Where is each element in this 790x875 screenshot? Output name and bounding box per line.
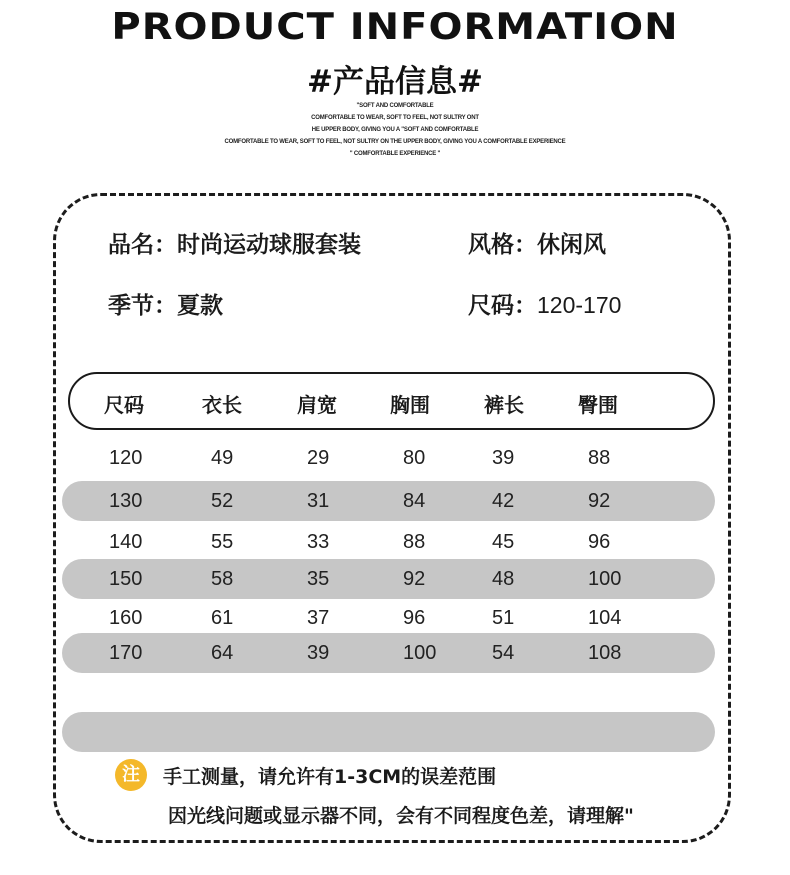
header-length: 衣长 <box>202 393 242 417</box>
table-cell: 55 <box>211 531 234 553</box>
table-cell: 84 <box>403 490 426 512</box>
product-style-value: 休闲风 <box>537 232 606 258</box>
table-cell: 45 <box>492 531 515 553</box>
table-cell: 39 <box>307 642 330 664</box>
table-cell: 96 <box>403 607 426 629</box>
table-cell: 48 <box>492 568 515 590</box>
color-difference-note: 因光线问题或显示器不同，会有不同程度色差，请理解" <box>168 805 634 827</box>
table-cell: 104 <box>588 607 622 629</box>
table-cell: 170 <box>109 642 143 664</box>
product-style <box>468 226 606 259</box>
product-size-label: 尺码： <box>468 293 537 319</box>
table-cell: 120 <box>109 447 143 469</box>
empty-row-bar <box>62 712 715 752</box>
table-cell: 100 <box>403 642 437 664</box>
product-season <box>108 287 223 320</box>
title-chinese: #产品信息# <box>307 64 483 100</box>
table-cell: 92 <box>403 568 426 590</box>
table-cell: 160 <box>109 607 143 629</box>
product-season-label: 季节： <box>108 293 177 319</box>
table-cell: 88 <box>403 531 426 553</box>
table-cell: 35 <box>307 568 330 590</box>
table-cell: 64 <box>211 642 234 664</box>
header-size: 尺码 <box>104 393 144 417</box>
table-cell: 130 <box>109 490 143 512</box>
header-chest: 胸围 <box>390 393 430 417</box>
table-cell: 52 <box>211 490 234 512</box>
table-cell: 88 <box>588 447 611 469</box>
table-cell: 96 <box>588 531 611 553</box>
table-cell: 80 <box>403 447 426 469</box>
table-cell: 150 <box>109 568 143 590</box>
product-name <box>108 226 361 259</box>
table-cell: 54 <box>492 642 515 664</box>
measurement-note: 手工测量，请允许有1-3CM的误差范围 <box>163 766 497 788</box>
product-name-value: 时尚运动球服套装 <box>177 232 361 258</box>
tagline-block <box>0 100 790 160</box>
tagline-line: HE UPPER BODY, GIVING YOU A "SOFT AND COMFORTABLE <box>311 127 479 133</box>
table-cell: 33 <box>307 531 330 553</box>
product-size-value: 120-170 <box>537 292 622 318</box>
product-style-label: 风格： <box>468 232 537 258</box>
table-cell: 29 <box>307 447 330 469</box>
product-season-value: 夏款 <box>177 293 223 319</box>
table-cell: 58 <box>211 568 234 590</box>
tagline-line: "SOFT AND COMFORTABLE <box>356 103 434 109</box>
table-cell: 51 <box>492 607 515 629</box>
tagline-line: " COMFORTABLE EXPERIENCE " <box>349 151 441 157</box>
table-cell: 49 <box>211 447 234 469</box>
header-shoulder: 肩宽 <box>297 393 337 417</box>
table-cell: 61 <box>211 607 234 629</box>
tagline-line: COMFORTABLE TO WEAR, SOFT TO FEEL, NOT SULTRY ON THE UPPER BODY, GIVING YOU A COMFORTABLE EXPERIENCE <box>224 139 566 145</box>
product-size-range <box>468 287 621 320</box>
table-cell: 92 <box>588 490 611 512</box>
tagline-line: COMFORTABLE TO WEAR, SOFT TO FEEL, NOT SULTRY ONT <box>311 115 479 121</box>
row-stripe <box>62 481 715 521</box>
table-cell: 39 <box>492 447 515 469</box>
table-cell: 100 <box>588 568 622 590</box>
note-badge-icon: 注 <box>115 759 147 791</box>
title-english: PRODUCT INFORMATION <box>111 5 679 49</box>
table-cell: 108 <box>588 642 622 664</box>
table-cell: 140 <box>109 531 143 553</box>
header-pants-length: 裤长 <box>484 393 524 417</box>
table-cell: 42 <box>492 490 515 512</box>
product-name-label: 品名： <box>108 232 177 258</box>
header-hip: 臀围 <box>578 393 618 417</box>
table-cell: 31 <box>307 490 330 512</box>
table-cell: 37 <box>307 607 330 629</box>
